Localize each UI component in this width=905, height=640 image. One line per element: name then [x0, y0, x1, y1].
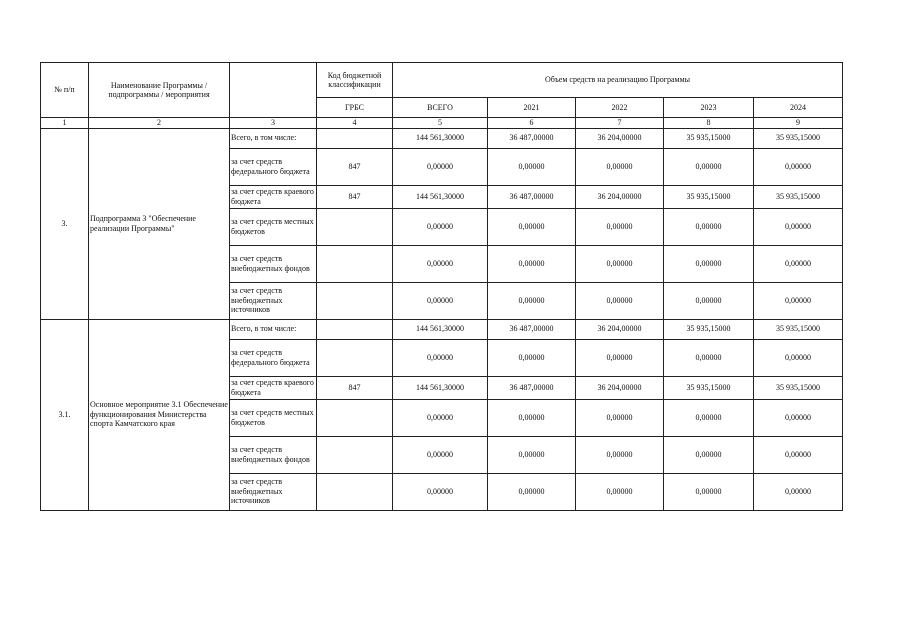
column-numbers-row: [41, 118, 843, 129]
amount-year: 36 487,00000: [488, 128, 576, 148]
amount-year: 35 935,15000: [664, 128, 754, 148]
grbs-code: 847: [317, 185, 393, 208]
header-total: ВСЕГО: [393, 98, 488, 118]
funding-source: за счет средств местных бюджетов: [230, 208, 317, 245]
amount-year: 0,00000: [576, 208, 664, 245]
amount-year: 0,00000: [488, 473, 576, 510]
table-row: [41, 128, 843, 148]
amount-year: 0,00000: [488, 436, 576, 473]
header-grbs: ГРБС: [317, 98, 393, 118]
amount-year: 0,00000: [754, 473, 843, 510]
funding-source: за счет средств внебюджетных фондов: [230, 245, 317, 282]
amount-year: 0,00000: [754, 339, 843, 376]
column-number: 5: [393, 118, 488, 129]
funding-source: за счет средств федерального бюджета: [230, 339, 317, 376]
funding-source: за счет средств внебюджетных источников: [230, 473, 317, 510]
amount-total: 0,00000: [393, 339, 488, 376]
amount-year: 36 204,00000: [576, 128, 664, 148]
amount-total: 0,00000: [393, 208, 488, 245]
amount-year: 0,00000: [488, 208, 576, 245]
amount-year: 36 204,00000: [576, 319, 664, 339]
header-num: № п/п: [41, 63, 89, 118]
amount-year: 0,00000: [576, 282, 664, 319]
row-number: 3.1.: [41, 319, 89, 510]
column-number: 3: [230, 118, 317, 129]
row-number: 3.: [41, 128, 89, 319]
amount-year: 36 487,00000: [488, 185, 576, 208]
amount-year: 36 204,00000: [576, 185, 664, 208]
column-number: 8: [664, 118, 754, 129]
amount-total: 144 561,30000: [393, 376, 488, 399]
grbs-code: [317, 436, 393, 473]
amount-year: 0,00000: [754, 208, 843, 245]
column-number: 2: [89, 118, 230, 129]
amount-total: 144 561,30000: [393, 185, 488, 208]
amount-year: 0,00000: [488, 282, 576, 319]
funding-source: за счет средств внебюджетных фондов: [230, 436, 317, 473]
amount-year: 0,00000: [664, 399, 754, 436]
column-number: 6: [488, 118, 576, 129]
amount-year: 0,00000: [754, 282, 843, 319]
amount-year: 0,00000: [576, 245, 664, 282]
funding-source: за счет средств местных бюджетов: [230, 399, 317, 436]
grbs-code: 847: [317, 376, 393, 399]
header-year: 2023: [664, 98, 754, 118]
column-number: 9: [754, 118, 843, 129]
amount-year: 0,00000: [664, 339, 754, 376]
funding-source: Всего, в том числе:: [230, 128, 317, 148]
amount-year: 35 935,15000: [754, 185, 843, 208]
amount-year: 0,00000: [488, 148, 576, 185]
amount-year: 0,00000: [664, 282, 754, 319]
header-year: 2024: [754, 98, 843, 118]
funding-source: за счет средств внебюджетных источников: [230, 282, 317, 319]
column-number: 4: [317, 118, 393, 129]
amount-year: 0,00000: [754, 245, 843, 282]
column-number: 1: [41, 118, 89, 129]
amount-total: 0,00000: [393, 245, 488, 282]
amount-total: 0,00000: [393, 148, 488, 185]
amount-year: 0,00000: [664, 473, 754, 510]
amount-year: 35 935,15000: [754, 376, 843, 399]
amount-year: 0,00000: [754, 148, 843, 185]
amount-year: 0,00000: [576, 436, 664, 473]
header-year: 2022: [576, 98, 664, 118]
amount-year: 0,00000: [664, 436, 754, 473]
grbs-code: [317, 399, 393, 436]
program-name: Подпрограмма 3 "Обеспечение реализации Программы": [89, 128, 230, 319]
amount-year: 36 204,00000: [576, 376, 664, 399]
amount-total: 0,00000: [393, 282, 488, 319]
amount-year: 0,00000: [488, 399, 576, 436]
amount-year: 35 935,15000: [754, 319, 843, 339]
amount-year: 0,00000: [576, 339, 664, 376]
amount-year: 0,00000: [664, 208, 754, 245]
column-number: 7: [576, 118, 664, 129]
amount-total: 144 561,30000: [393, 128, 488, 148]
header-year: 2021: [488, 98, 576, 118]
amount-year: 0,00000: [488, 245, 576, 282]
amount-year: 0,00000: [754, 436, 843, 473]
header-volume: Объем средств на реализацию Программы: [393, 63, 843, 98]
funding-source: за счет средств краевого бюджета: [230, 185, 317, 208]
header-name: Наименование Программы / подпрограммы / мероприятия: [89, 63, 230, 118]
header-source-empty: [230, 63, 317, 118]
grbs-code: [317, 128, 393, 148]
amount-total: 0,00000: [393, 399, 488, 436]
amount-year: 36 487,00000: [488, 319, 576, 339]
funding-source: за счет средств федерального бюджета: [230, 148, 317, 185]
grbs-code: [317, 473, 393, 510]
amount-year: 0,00000: [488, 339, 576, 376]
grbs-code: [317, 339, 393, 376]
header-code: Код бюджетной классификации: [317, 63, 393, 98]
amount-year: 35 935,15000: [664, 376, 754, 399]
amount-year: 0,00000: [754, 399, 843, 436]
amount-year: 0,00000: [576, 148, 664, 185]
program-name: Основное мероприятие 3.1 Обеспечение функционирования Министерства спорта Камчатского края: [89, 319, 230, 510]
funding-source: Всего, в том числе:: [230, 319, 317, 339]
amount-year: 0,00000: [576, 399, 664, 436]
amount-year: 0,00000: [664, 245, 754, 282]
grbs-code: [317, 319, 393, 339]
amount-year: 0,00000: [664, 148, 754, 185]
amount-total: 0,00000: [393, 436, 488, 473]
amount-year: 0,00000: [576, 473, 664, 510]
grbs-code: [317, 208, 393, 245]
amount-total: 0,00000: [393, 473, 488, 510]
amount-year: 35 935,15000: [664, 319, 754, 339]
amount-year: 35 935,15000: [754, 128, 843, 148]
grbs-code: [317, 245, 393, 282]
grbs-code: [317, 282, 393, 319]
amount-year: 35 935,15000: [664, 185, 754, 208]
program-funding-table: [40, 62, 843, 511]
funding-source: за счет средств краевого бюджета: [230, 376, 317, 399]
grbs-code: 847: [317, 148, 393, 185]
amount-year: 36 487,00000: [488, 376, 576, 399]
amount-total: 144 561,30000: [393, 319, 488, 339]
table-row: [41, 319, 843, 339]
